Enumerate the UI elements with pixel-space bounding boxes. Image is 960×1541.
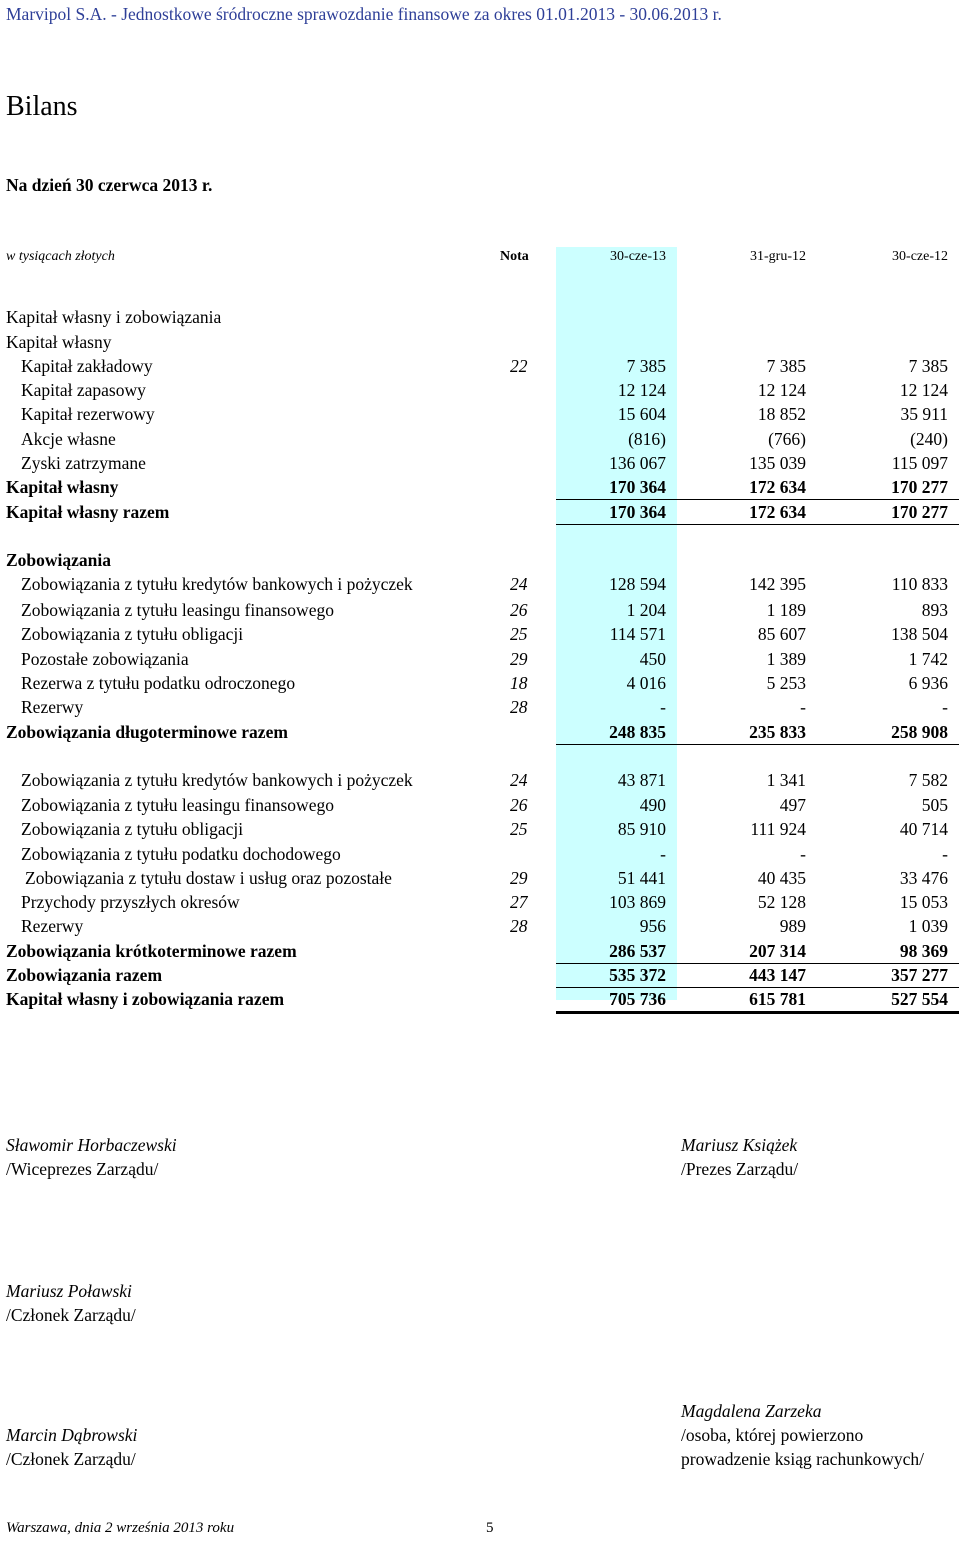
row-nota: 27 xyxy=(510,892,528,912)
row-value: 128 594 xyxy=(609,574,666,594)
row-nota: 25 xyxy=(510,819,528,839)
signatory-role: /osoba, której powierzono xyxy=(681,1425,864,1445)
row-value: 170 364 xyxy=(609,502,666,522)
row-label: Zobowiązania razem xyxy=(6,965,163,985)
column-header: 31-gru-12 xyxy=(750,249,806,264)
row-value: 357 277 xyxy=(891,965,948,985)
table-row xyxy=(0,598,960,622)
row-value: 40 714 xyxy=(899,819,948,839)
row-value: 12 124 xyxy=(899,380,948,400)
row-value: 235 833 xyxy=(749,722,806,742)
row-label: Zobowiązania długoterminowe razem xyxy=(6,722,288,742)
row-nota: 29 xyxy=(510,649,528,669)
row-label: Rezerwy xyxy=(21,916,84,936)
row-value: 490 xyxy=(639,795,666,815)
row-value: 40 435 xyxy=(757,868,806,888)
row-value: 7 385 xyxy=(908,356,948,376)
row-value: 15 053 xyxy=(899,892,948,912)
row-label: Kapitał rezerwowy xyxy=(21,404,155,424)
row-value: (816) xyxy=(628,429,666,449)
row-value: 286 537 xyxy=(609,941,666,961)
row-value: 18 852 xyxy=(757,404,806,424)
row-value: 7 582 xyxy=(908,770,948,790)
table-row xyxy=(0,866,960,890)
row-label: Zobowiązania z tytułu leasingu finansowego xyxy=(21,600,334,620)
table-row xyxy=(0,622,960,646)
row-value: 35 911 xyxy=(900,404,948,424)
row-value: 258 908 xyxy=(891,722,948,742)
row-value: 85 607 xyxy=(757,624,806,644)
row-value: 52 128 xyxy=(757,892,806,912)
table-row xyxy=(0,793,960,817)
row-value: 51 441 xyxy=(617,868,666,888)
signatory-role: /Wiceprezes Zarządu/ xyxy=(6,1159,159,1179)
row-label: Kapitał własny i zobowiązania xyxy=(6,307,222,327)
row-label: Kapitał własny xyxy=(6,477,119,497)
row-label: Kapitał własny i zobowiązania razem xyxy=(6,989,285,1009)
row-value: 1 039 xyxy=(908,916,948,936)
row-label: Zobowiązania xyxy=(6,550,112,570)
page-title: Bilans xyxy=(6,91,78,122)
row-value: (766) xyxy=(768,429,806,449)
row-value: 207 314 xyxy=(749,941,806,961)
table-row xyxy=(0,572,960,596)
table-row xyxy=(0,475,960,499)
row-value: 170 364 xyxy=(609,477,666,497)
signatory-role: /Członek Zarządu/ xyxy=(6,1305,136,1325)
table-row xyxy=(0,939,960,963)
row-label: Zobowiązania z tytułu dostaw i usług oraz pozostałe xyxy=(25,868,392,888)
row-nota: 28 xyxy=(510,697,528,717)
row-value: - xyxy=(942,697,948,717)
row-value: 172 634 xyxy=(749,477,806,497)
table-row xyxy=(0,548,960,572)
table-row xyxy=(0,890,960,914)
table-row xyxy=(0,671,960,695)
table-row xyxy=(0,402,960,426)
table-row xyxy=(0,914,960,938)
row-label: Zobowiązania z tytułu leasingu finansowego xyxy=(21,795,334,815)
row-value: 115 097 xyxy=(891,453,948,473)
row-value: 248 835 xyxy=(609,722,666,742)
signatory-role: prowadzenie ksiąg rachunkowych/ xyxy=(681,1449,924,1469)
row-label: Zobowiązania z tytułu podatku dochodowego xyxy=(21,844,341,864)
row-value: 135 039 xyxy=(749,453,806,473)
column-header: 30-cze-13 xyxy=(610,249,666,264)
row-value: 33 476 xyxy=(899,868,948,888)
column-header: 30-cze-12 xyxy=(892,249,948,264)
signatory-name: Mariusz Poławski xyxy=(6,1281,132,1301)
row-value: 138 504 xyxy=(891,624,948,644)
row-value: 535 372 xyxy=(609,965,666,985)
row-value: - xyxy=(942,844,948,864)
table-row xyxy=(0,354,960,378)
row-value: 956 xyxy=(639,916,666,936)
row-value: 450 xyxy=(639,649,666,669)
signature-block xyxy=(6,1279,136,1327)
table-row xyxy=(0,451,960,475)
row-nota: 18 xyxy=(510,673,528,693)
row-label: Zobowiązania z tytułu obligacji xyxy=(21,624,244,644)
row-nota: 26 xyxy=(510,600,528,620)
row-label: Kapitał zapasowy xyxy=(21,380,146,400)
row-label: Pozostałe zobowiązania xyxy=(21,649,189,669)
row-value: 43 871 xyxy=(617,770,666,790)
total-underline xyxy=(556,744,959,745)
row-nota: 22 xyxy=(510,356,528,376)
row-value: 114 571 xyxy=(609,624,666,644)
row-value: 172 634 xyxy=(749,502,806,522)
place-date-footer: Warszawa, dnia 2 września 2013 roku xyxy=(6,1520,235,1536)
row-nota: 29 xyxy=(510,868,528,888)
row-value: 170 277 xyxy=(891,502,948,522)
row-value: - xyxy=(660,697,666,717)
row-value: 5 253 xyxy=(766,673,806,693)
row-nota: 26 xyxy=(510,795,528,815)
row-value: 103 869 xyxy=(609,892,666,912)
signature-block xyxy=(6,1133,177,1181)
units-label: w tysiącach złotych xyxy=(6,249,115,264)
row-label: Zobowiązania z tytułu kredytów bankowych i pożyczek xyxy=(21,574,413,594)
row-value: 98 369 xyxy=(899,941,948,961)
row-value: 1 204 xyxy=(626,600,666,620)
row-label: Przychody przyszłych okresów xyxy=(21,892,240,912)
row-value: 170 277 xyxy=(891,477,948,497)
total-underline xyxy=(556,1011,959,1014)
row-value: 705 736 xyxy=(609,989,666,1009)
row-value: 615 781 xyxy=(749,989,806,1009)
table-row xyxy=(0,427,960,451)
row-value: 505 xyxy=(921,795,948,815)
signatory-name: Sławomir Horbaczewski xyxy=(6,1135,177,1155)
row-value: 142 395 xyxy=(749,574,806,594)
row-label: Kapitał własny xyxy=(6,332,112,352)
balance-date: Na dzień 30 czerwca 2013 r. xyxy=(6,175,213,195)
page-number: 5 xyxy=(486,1520,494,1536)
table-row xyxy=(0,305,960,329)
row-label: Rezerwy xyxy=(21,697,84,717)
signatory-name: Mariusz Książek xyxy=(681,1135,798,1155)
row-value: 15 604 xyxy=(617,404,666,424)
table-row xyxy=(0,768,960,792)
table-row xyxy=(0,330,960,354)
total-underline xyxy=(556,524,959,525)
signatory-role: /Członek Zarządu/ xyxy=(6,1449,136,1469)
row-value: 527 554 xyxy=(891,989,948,1009)
row-label: Akcje własne xyxy=(21,429,116,449)
row-value: - xyxy=(800,844,806,864)
table-row xyxy=(0,987,960,1011)
row-value: 111 924 xyxy=(750,819,806,839)
row-value: - xyxy=(800,697,806,717)
row-label: Kapitał własny razem xyxy=(6,502,170,522)
signature-block xyxy=(681,1399,924,1471)
row-value: 1 742 xyxy=(908,649,948,669)
signatory-name: Marcin Dąbrowski xyxy=(6,1425,138,1445)
table-row xyxy=(0,842,960,866)
row-value: - xyxy=(660,844,666,864)
nota-header: Nota xyxy=(500,249,529,264)
signature-block xyxy=(681,1133,798,1181)
row-value: 7 385 xyxy=(766,356,806,376)
row-value: 1 189 xyxy=(766,600,806,620)
signature-block xyxy=(6,1423,137,1471)
document-header: Marvipol S.A. - Jednostkowe śródroczne sprawozdanie finansowe za okres 01.01.2013 - 30.06.2013 r. xyxy=(6,4,722,24)
row-label: Zobowiązania z tytułu kredytów bankowych i pożyczek xyxy=(21,770,413,790)
row-value: (240) xyxy=(910,429,948,449)
row-nota: 28 xyxy=(510,916,528,936)
row-nota: 24 xyxy=(510,574,528,594)
row-label: Zobowiązania z tytułu obligacji xyxy=(21,819,244,839)
row-value: 110 833 xyxy=(891,574,948,594)
row-value: 1 341 xyxy=(766,770,806,790)
row-value: 1 389 xyxy=(766,649,806,669)
row-value: 12 124 xyxy=(617,380,666,400)
table-row xyxy=(0,378,960,402)
row-value: 12 124 xyxy=(757,380,806,400)
row-value: 443 147 xyxy=(749,965,806,985)
row-value: 989 xyxy=(779,916,806,936)
row-label: Zobowiązania krótkoterminowe razem xyxy=(6,941,297,961)
row-label: Zyski zatrzymane xyxy=(21,453,146,473)
row-value: 6 936 xyxy=(908,673,948,693)
row-value: 136 067 xyxy=(609,453,666,473)
row-value: 497 xyxy=(779,795,806,815)
table-row xyxy=(0,963,960,987)
row-nota: 25 xyxy=(510,624,528,644)
row-label: Kapitał zakładowy xyxy=(21,356,153,376)
table-row xyxy=(0,817,960,841)
row-label: Rezerwa z tytułu podatku odroczonego xyxy=(21,673,296,693)
table-row xyxy=(0,695,960,719)
row-nota: 24 xyxy=(510,770,528,790)
signatory-name: Magdalena Zarzeka xyxy=(681,1401,822,1421)
signatory-role: /Prezes Zarządu/ xyxy=(681,1159,799,1179)
row-value: 893 xyxy=(921,600,948,620)
row-value: 7 385 xyxy=(626,356,666,376)
table-row xyxy=(0,500,960,524)
table-row xyxy=(0,720,960,744)
row-value: 85 910 xyxy=(617,819,666,839)
row-value: 4 016 xyxy=(626,673,666,693)
table-row xyxy=(0,647,960,671)
